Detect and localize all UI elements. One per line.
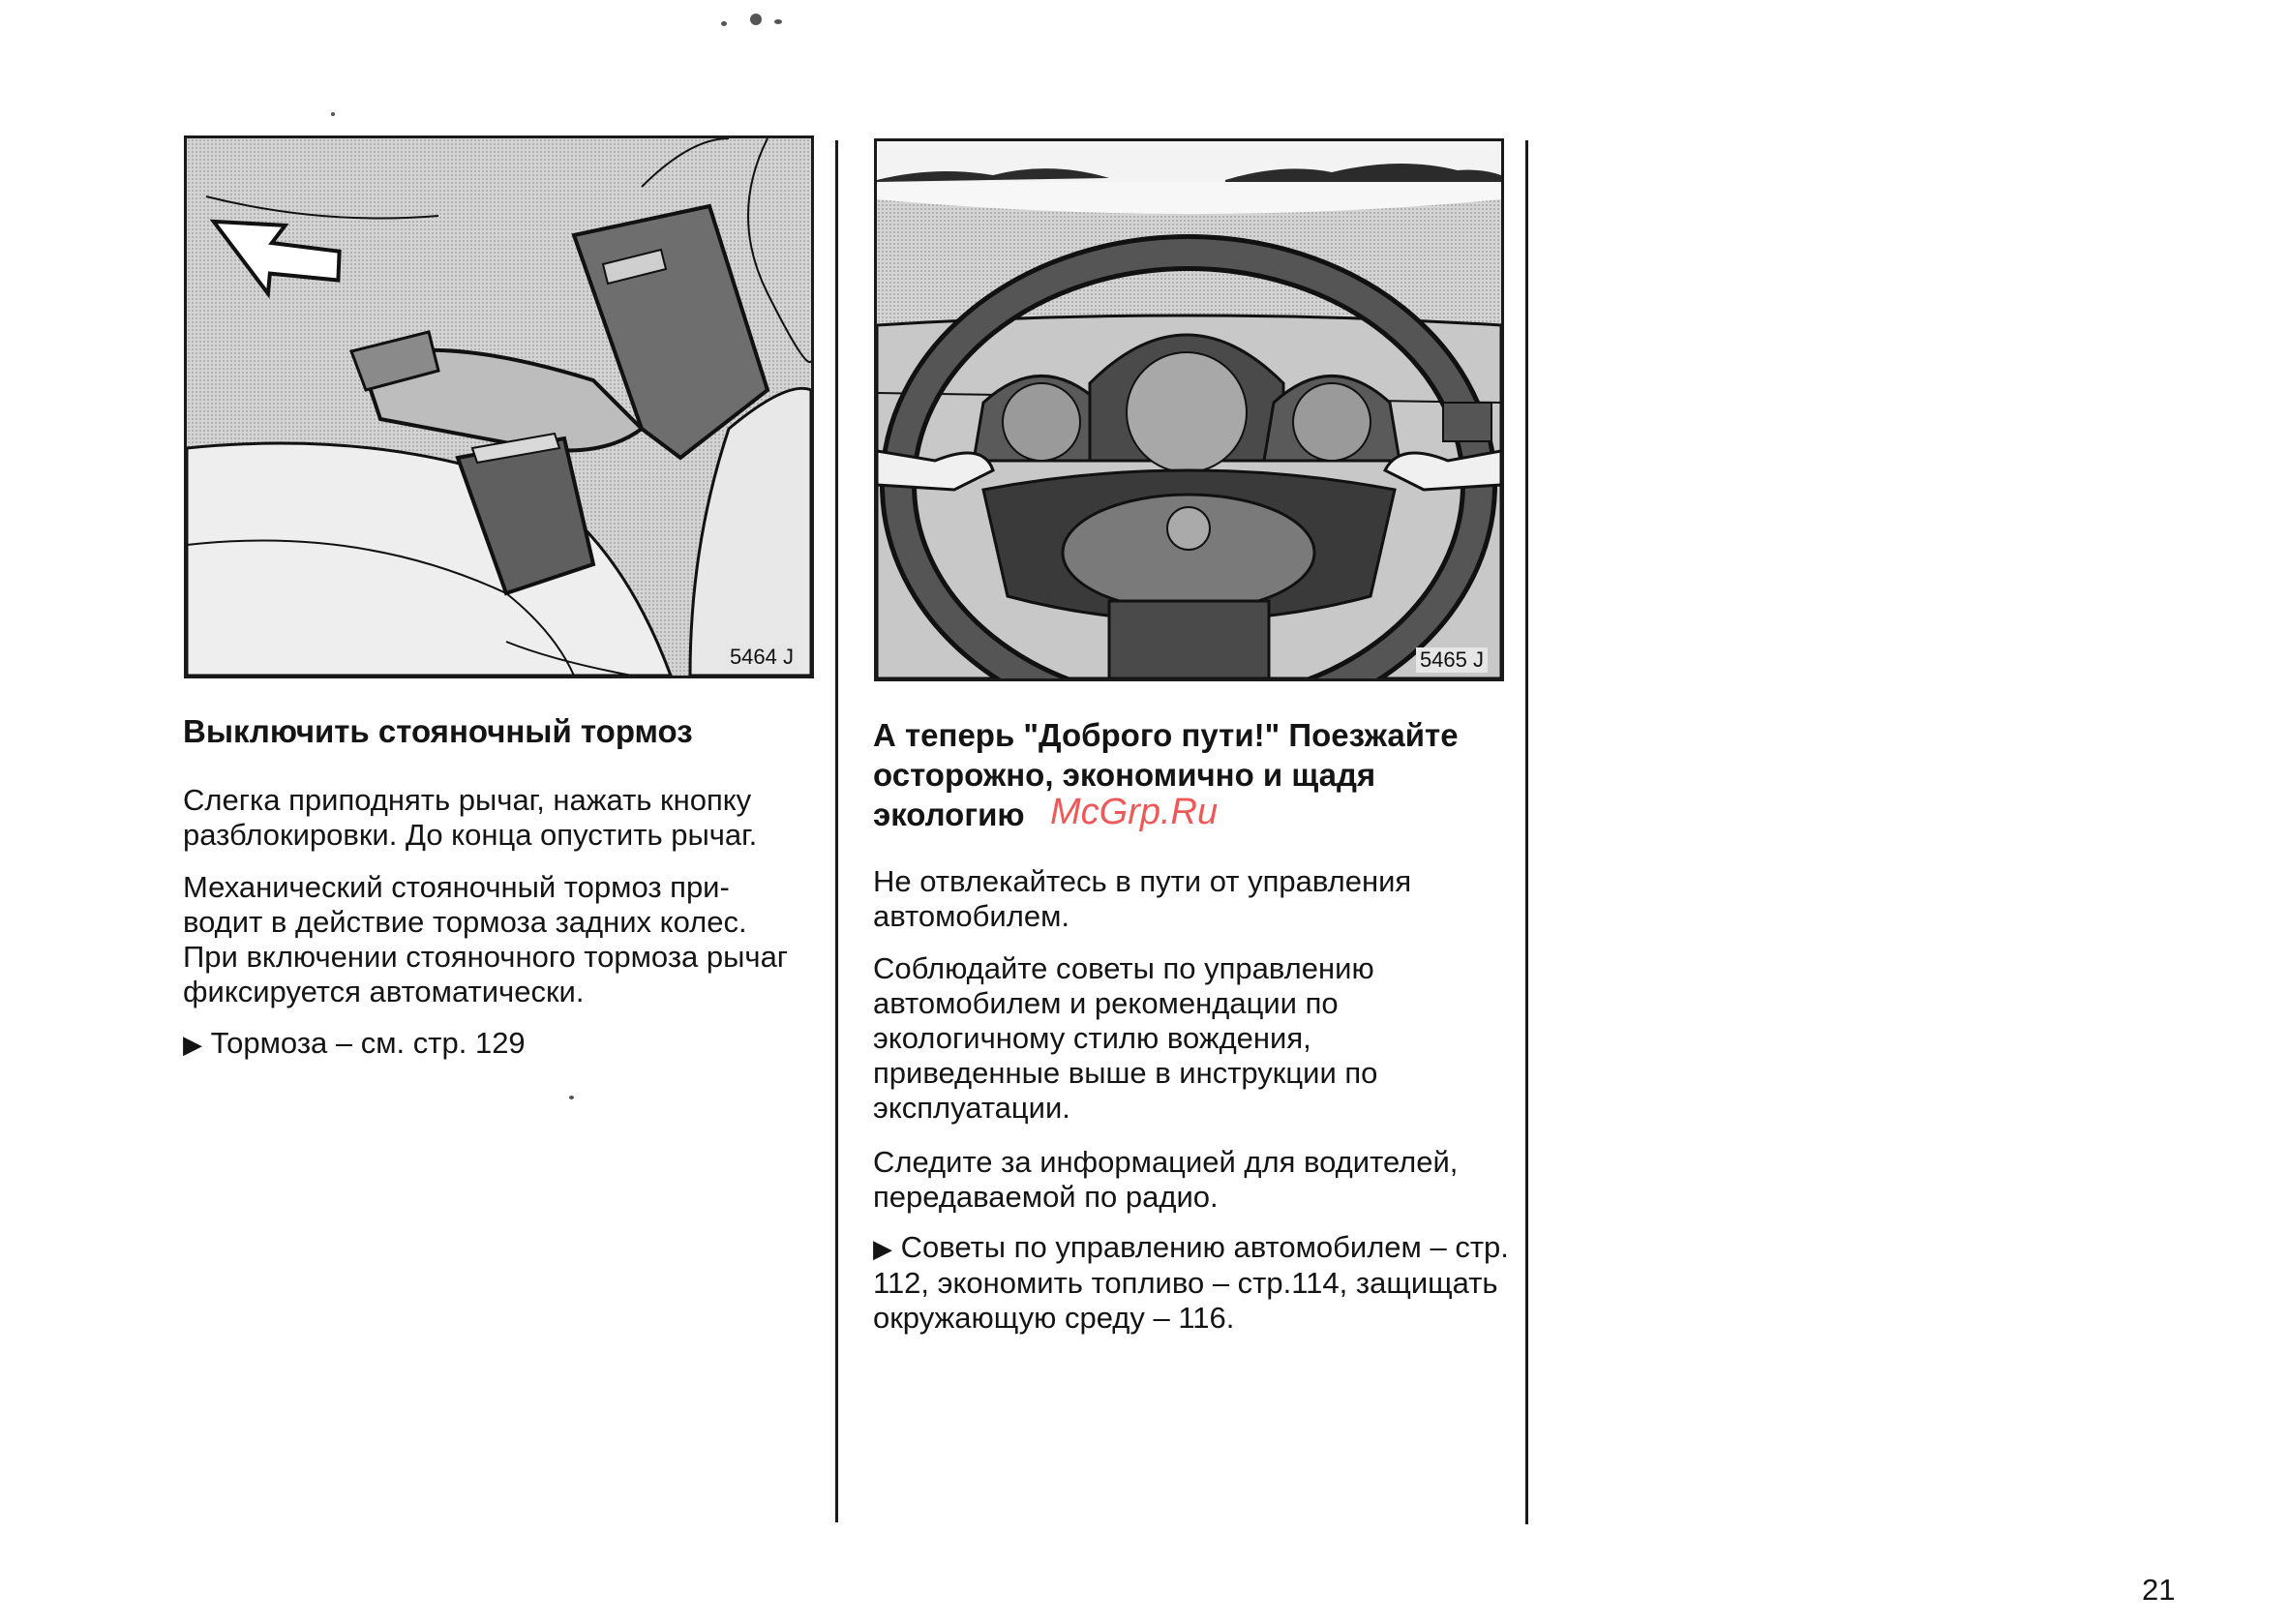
figure-label: 5465 J	[1416, 647, 1488, 673]
scan-speck	[331, 112, 335, 116]
paragraph: Механический стояночный тормоз при-водит в действие тормоза задних колес. При включении стояночного тормоза рычаг фиксируется автоматически.	[183, 870, 789, 1008]
watermark: McGrp.Ru	[1050, 792, 1219, 832]
cross-reference-text: Советы по управлению автомобилем – стр. 112, экономить топливо – стр.114, защищать окружающую среду – 116.	[873, 1230, 1509, 1335]
paragraph: Не отвлекайтесь в пути от управления автомобилем.	[873, 864, 1412, 933]
paragraph: Следите за информацией для водителей, передаваемой по радио.	[873, 1145, 1459, 1214]
page-number: 21	[2142, 1573, 2176, 1607]
steering-wheel-drawing	[877, 141, 1501, 678]
parking-brake-illustration	[184, 135, 814, 678]
scan-speck	[774, 19, 782, 24]
scan-speck	[721, 21, 727, 26]
scan-speck	[569, 1096, 574, 1099]
section-heading-parking-brake: Выключить стояночный тормоз	[183, 713, 693, 749]
column-divider	[835, 140, 838, 1522]
cross-reference	[183, 1026, 802, 1062]
paragraph: Слегка приподнять рычаг, нажать кнопку разблокировки. До конца опустить рычаг.	[183, 783, 758, 852]
figure-label: 5464 J	[726, 645, 798, 670]
section-heading-drive-safely: А теперь "Доброго пути!" Поезжайте осторожно, экономично и щадя экологию	[873, 717, 1459, 832]
paragraph: Соблюдайте советы по управлению автомобилем и рекомендации по экологичному стилю вождения, приведенные выше в инструкции по эксплуатации.	[873, 951, 1378, 1125]
triangle-right-icon: ▶	[873, 1234, 892, 1263]
column-divider	[1525, 140, 1528, 1524]
cross-reference	[873, 1230, 1512, 1336]
parking-brake-drawing	[187, 138, 811, 676]
steering-wheel-illustration	[874, 138, 1504, 681]
cross-reference-text: Тормоза – см. стр. 129	[210, 1026, 526, 1060]
scan-speck	[750, 14, 762, 25]
triangle-right-icon: ▶	[183, 1030, 202, 1059]
